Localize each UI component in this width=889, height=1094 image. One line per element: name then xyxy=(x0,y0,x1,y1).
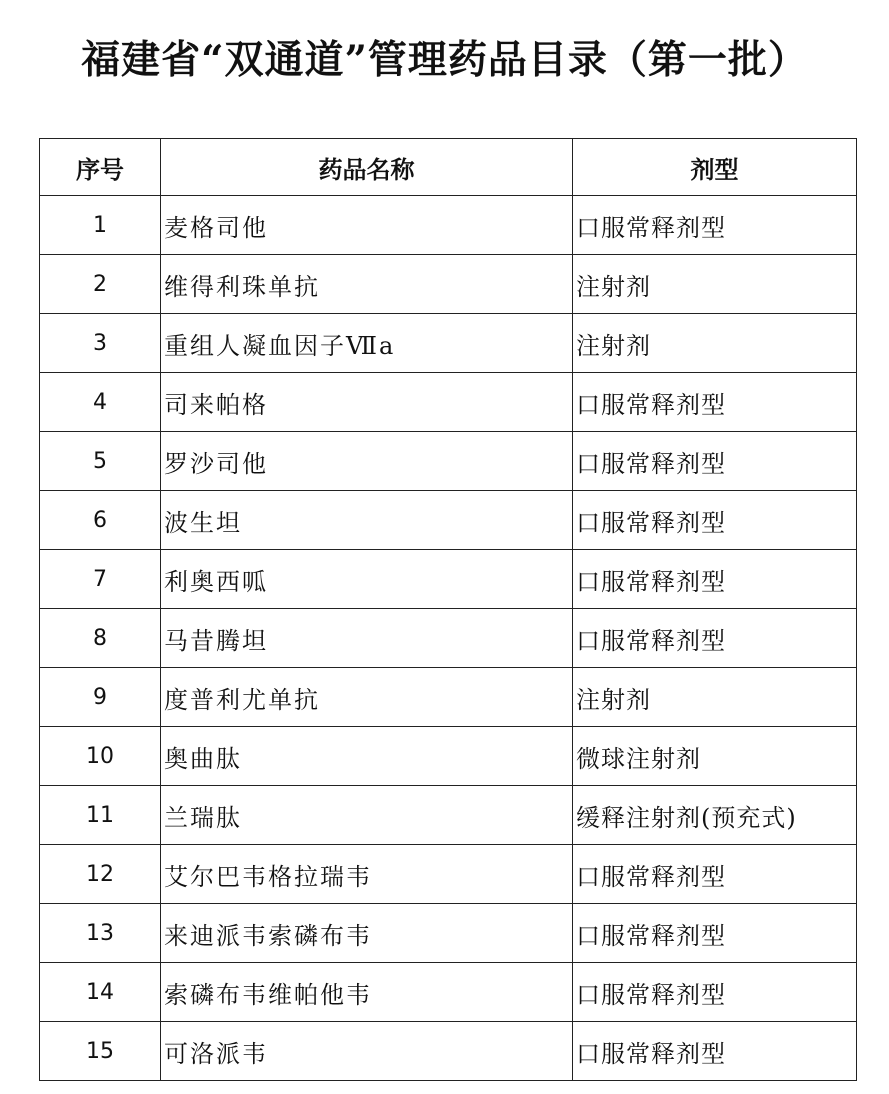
table-row xyxy=(40,963,857,1022)
row-seq: 2 xyxy=(40,255,161,314)
table-row xyxy=(40,609,857,668)
table-header xyxy=(40,139,857,196)
row-drug-name: 罗沙司他 xyxy=(161,432,573,491)
header-seq: 序号 xyxy=(40,139,161,196)
row-drug-name: 索磷布韦维帕他韦 xyxy=(161,963,573,1022)
row-drug-name: 度普利尤单抗 xyxy=(161,668,573,727)
row-dosage-form: 微球注射剂 xyxy=(573,727,857,786)
row-seq: 12 xyxy=(40,845,161,904)
table-row xyxy=(40,668,857,727)
row-dosage-form: 口服常释剂型 xyxy=(573,432,857,491)
row-dosage-form: 注射剂 xyxy=(573,668,857,727)
row-dosage-form: 口服常释剂型 xyxy=(573,963,857,1022)
row-dosage-form: 注射剂 xyxy=(573,314,857,373)
table-row xyxy=(40,314,857,373)
table-row xyxy=(40,786,857,845)
row-drug-name: 艾尔巴韦格拉瑞韦 xyxy=(161,845,573,904)
drug-catalog-table xyxy=(39,138,857,1081)
row-drug-name: 来迪派韦索磷布韦 xyxy=(161,904,573,963)
row-seq: 7 xyxy=(40,550,161,609)
row-seq: 3 xyxy=(40,314,161,373)
row-dosage-form: 口服常释剂型 xyxy=(573,1022,857,1081)
row-seq: 5 xyxy=(40,432,161,491)
table-body xyxy=(40,196,857,1081)
table-row xyxy=(40,1022,857,1081)
row-drug-name: 司来帕格 xyxy=(161,373,573,432)
row-seq: 15 xyxy=(40,1022,161,1081)
row-seq: 9 xyxy=(40,668,161,727)
row-seq: 13 xyxy=(40,904,161,963)
table-row xyxy=(40,491,857,550)
table-row xyxy=(40,373,857,432)
row-dosage-form: 口服常释剂型 xyxy=(573,373,857,432)
row-seq: 10 xyxy=(40,727,161,786)
table-row xyxy=(40,550,857,609)
row-drug-name: 兰瑞肽 xyxy=(161,786,573,845)
row-drug-name: 重组人凝血因子Ⅶa xyxy=(161,314,573,373)
row-seq: 14 xyxy=(40,963,161,1022)
row-dosage-form: 注射剂 xyxy=(573,255,857,314)
row-seq: 8 xyxy=(40,609,161,668)
row-seq: 11 xyxy=(40,786,161,845)
row-drug-name: 可洛派韦 xyxy=(161,1022,573,1081)
row-drug-name: 麦格司他 xyxy=(161,196,573,255)
row-seq: 6 xyxy=(40,491,161,550)
table-row xyxy=(40,904,857,963)
page-title: 福建省“双通道”管理药品目录（第一批） xyxy=(81,37,808,83)
table-row xyxy=(40,255,857,314)
row-seq: 1 xyxy=(40,196,161,255)
row-dosage-form: 缓释注射剂(预充式) xyxy=(573,786,857,845)
row-dosage-form: 口服常释剂型 xyxy=(573,491,857,550)
table-row xyxy=(40,196,857,255)
row-drug-name: 波生坦 xyxy=(161,491,573,550)
header-row xyxy=(40,139,857,196)
header-drug-name: 药品名称 xyxy=(161,139,573,196)
table-row xyxy=(40,845,857,904)
row-seq: 4 xyxy=(40,373,161,432)
header-dosage-form: 剂型 xyxy=(573,139,857,196)
table-row xyxy=(40,432,857,491)
row-dosage-form: 口服常释剂型 xyxy=(573,845,857,904)
row-drug-name: 马昔腾坦 xyxy=(161,609,573,668)
row-dosage-form: 口服常释剂型 xyxy=(573,196,857,255)
row-dosage-form: 口服常释剂型 xyxy=(573,609,857,668)
row-dosage-form: 口服常释剂型 xyxy=(573,904,857,963)
row-drug-name: 维得利珠单抗 xyxy=(161,255,573,314)
row-drug-name: 利奥西呱 xyxy=(161,550,573,609)
table-row xyxy=(40,727,857,786)
row-drug-name: 奥曲肽 xyxy=(161,727,573,786)
row-dosage-form: 口服常释剂型 xyxy=(573,550,857,609)
